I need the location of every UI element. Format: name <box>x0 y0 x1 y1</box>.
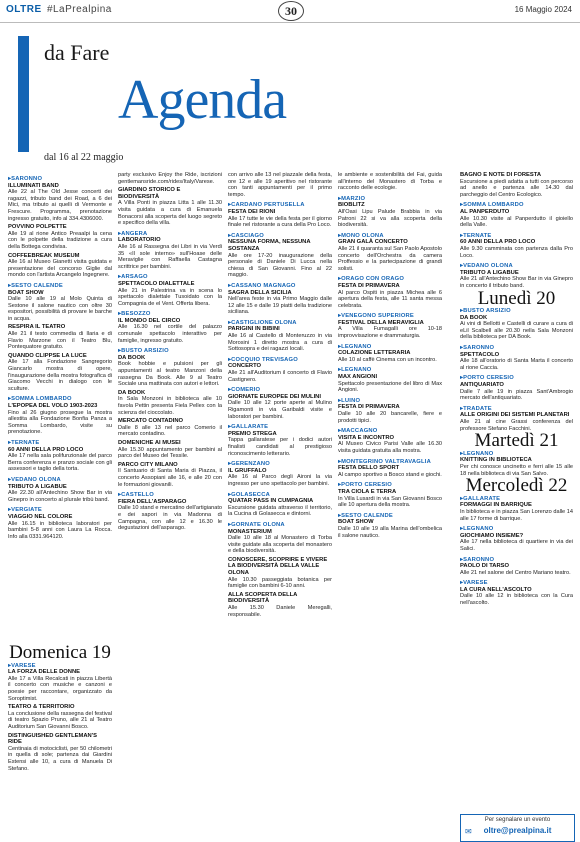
town-name: ▸ SOMMA LOMBARDO <box>8 396 112 403</box>
event-description: Alle 17 a Villa Recalcati in piazza Libertà il concerto con musiche e canzoni e poesie per raccontare, organizzato da Soroptimist. <box>8 675 112 702</box>
event-description: Alle 22 al The Old Jesse concerti dei ragazzi, tributo band dei Road, a 6 dei Mici, ma tributo ai quelli di Vermonte e Frescure. Programma, prenotazione ingresso gratuito, info al 334.4306000. <box>8 189 112 222</box>
event-description: Spettacolo presentazione del libro di Max Angioni. <box>338 380 442 394</box>
top-header <box>0 0 580 23</box>
event-description: Il Santuario di Santa Maria di Piazza, il concerto Assopiani alle 16, e alle 20 con le formazioni giovanili. <box>118 468 222 488</box>
town-name: ▸ CASTIGLIONE OLONA <box>228 320 332 327</box>
sunday-events <box>8 663 112 773</box>
event-description: Fino al 26 giugno prosegue la mostra allestita alla Fondazione Bonfia Panza a Somma Lombardo, visite su prenotazione. <box>8 409 112 436</box>
event-description: Alle 21 in Palestrina va in scena lo spettacolo dialettale Tusoidato con la Compagnia de el Vent. Offerta libera. <box>118 287 222 307</box>
event-title: MERCATO CONTADINO <box>118 418 184 425</box>
event-description: All'Oasi Lipu Palude Brabbia in via Patroni 22 si va alla scoperta della biodiversità. <box>338 208 442 229</box>
event-title: MAX ANGIONI <box>338 374 378 381</box>
town-name: ▸ SESTO CALENDE <box>338 513 442 520</box>
town-name: ▸ VEDANO OLONA <box>460 263 573 270</box>
column-3 <box>228 172 332 834</box>
event-title: GIORNATE EUROPEE DEI MULINI <box>228 393 321 400</box>
event-title: GRAN GALÀ CONCERTO <box>338 239 408 246</box>
town-name: ▸ CASCIAGO <box>228 233 332 240</box>
event-title: NESSUNA FORMA, NESSUNA SOSTANZA <box>228 239 311 252</box>
town-name: ▸ VARESE <box>8 663 112 670</box>
title-accent-bar <box>18 36 29 152</box>
event-description: party esclusivo Enjoy the Ride, iscrizioni gentlemansride.com/rides/Italy/Varese. <box>118 172 222 185</box>
town-name: ▸ VENEGONO SUPERIORE <box>338 313 442 320</box>
event-description: Dalle 8 alle 13 nel parco Comerio il mercato contadino. <box>118 424 222 438</box>
town-name: ▸ VEDANO OLONA <box>8 477 112 484</box>
submit-event-email[interactable]: oltre@prealpina.it <box>483 826 552 835</box>
monday-events <box>460 308 573 432</box>
town-name: ▸ COCQUIO TREVISAGO <box>228 357 332 364</box>
event-title: AL PANPERDUTO <box>460 208 510 215</box>
event-title: QUATAR PASS IN CUMPAGNIA <box>228 498 314 505</box>
town-name: ▸ MACCAGNO <box>338 428 442 435</box>
event-title: IL MONDO DEL CIRCO <box>118 317 181 324</box>
town-name: ▸ VARESE <box>460 580 573 587</box>
column-2 <box>118 172 222 834</box>
event-title: PREMIO STREGA <box>228 430 277 437</box>
town-name: ▸ PORTO CERESIO <box>338 482 442 489</box>
event-title: FESTA DI PRIMAVERA <box>338 404 400 411</box>
event-title: KNITTING IN BIBLIOTECA <box>460 457 532 464</box>
event-description: Alle 17 tutte le vie della festa per il giorno finale nel ristorante a cura della Pro Loco. <box>228 215 332 229</box>
event-title: COLAZIONE LETTERARIA <box>338 350 411 357</box>
event-title: FESTA DELLO SPORT <box>338 465 400 472</box>
town-name: ▸ VERGIATE <box>8 507 112 514</box>
date-range: dal 16 al 22 maggio <box>44 152 124 163</box>
event-title: BIOBLITZ <box>338 202 365 209</box>
event-title: SAGRA DELLA SICILIA <box>228 289 292 296</box>
event-description: Dalle 10 stand e mercatino dell'artigianato e dei sapori in via Madonna di Campagna, con alle 12 e 16.30 le degustazioni dell'asparago. <box>118 505 222 532</box>
event-description: Tappa gallaratese per i dodici autori finalisti candidati al prestigioso riconoscimento letterario. <box>228 437 332 457</box>
town-name: ▸ CASSANO MAGNAGO <box>228 283 332 290</box>
event-title: TRA CIOLA E TERRA <box>338 488 397 495</box>
event-description: Alle 19 al rione Antico Preaalpi la cena con le polpette della tradizione a cura della Bottega condivisa. <box>8 230 112 250</box>
event-description: Al campo sportivo a Bosco stand e giochi. <box>338 471 442 478</box>
event-title: PARCO CITY MILANO <box>118 461 178 468</box>
column-4 <box>338 172 442 834</box>
event-description: Al parco Ospiti in piazza Michea alle 6 apertura della festa, alle 11 santa messa celebrata. <box>338 289 442 309</box>
event-description: In Sala Monzoni in biblioteca alle 10 favola Pettin presenta Fiela Pellex con la scienza del cioccolato. <box>118 396 222 416</box>
brand-tag: #LaPrealpina <box>46 4 112 15</box>
event-description: Alle 15.30 appuntamento per bambini al parco del Museo del Tessile. <box>118 446 222 460</box>
town-name: ▸ SARONNO <box>8 176 112 183</box>
event-description: Dalle 10 alle 19 al Molo Quinta di Sestone il salone nautico con oltre 30 espositori, possibilità di provare le barche in acqua. <box>8 296 112 322</box>
event-description: Alle 10.30 passeggiata botanica per famiglie con bambini 6-10 anni. <box>228 576 332 590</box>
town-name: ▸ BESOZZO <box>118 311 222 318</box>
event-description: Alle ore 17-20 inaugurazione della personale di Daniele Di Lucca nella chiesa di San Giovanni. Fino al 22 maggio. <box>228 252 332 279</box>
town-name: ▸ GORNATE OLONA <box>228 522 332 529</box>
event-description: In biblioteca e in piazza San Lorenzo dalle 14 alle 17 forme di barrique. <box>460 508 573 522</box>
event-description: Alle 17 nella sala polifunzionale del parco Berra conferenza e pranzo sociale con gli assessori e taglio della torta. <box>8 453 112 473</box>
event-description: Dalle 10 alle 20 bancarelle, fiere e prodotti tipici. <box>338 411 442 424</box>
event-description: Alle 15.30 Daniele Meregalli, responsabile. <box>228 605 332 618</box>
town-name: ▸ SOMMA LOMBARDO <box>460 202 573 209</box>
event-title: VISITA E INCONTRO <box>338 434 395 441</box>
town-name: ▸ CASTELLO <box>118 492 222 499</box>
day-heading-wednesday: Mercoledì 22 <box>465 475 568 497</box>
event-description: Dalle 10 alle 19 alla Marina dell'ombelica il salone nautico. <box>338 525 442 539</box>
town-name: ▸ LEGNANO <box>460 451 573 458</box>
event-title: FESTIVAL DELLA MERAVIGLIA <box>338 319 424 326</box>
event-description: Dalle 7 alle 19 in piazza Sant'Ambrogio mercato dell'antiquariato. <box>460 388 573 402</box>
event-description: Alle 10 al caffè Cinema con un incontro. <box>338 356 437 363</box>
event-title: FESTA DEI RIONI <box>228 208 276 215</box>
event-title: COFFEEBREAK MUSEUM <box>8 252 80 259</box>
event-description: Alle 21 il testo commedia di Ilaria e di Flavio Marzone con il Teatro Blu, Pontequatore gratuito. <box>8 331 112 351</box>
event-description: con arrivo alle 13 nel piazzale della festa, ore 12 e alle 19 aperitivo nel ristorante con tanti appuntamenti per il primo tempo. <box>228 172 332 198</box>
town-name: ▸ TERNATE <box>460 233 573 240</box>
event-description: Alle 9.30 camminata con partenza dalla Pro Loco. <box>460 245 573 259</box>
town-name: ▸ MONO OLONA <box>338 233 442 240</box>
town-name: ▸ SESTO CALENDE <box>8 283 112 290</box>
event-description: Ai vini di Bellotti e Castelli di curare a cura di eLil Scalbell alle 20.30 nella Sala Monzoni della biblioteca per DA Book. <box>460 321 573 341</box>
event-description: Book hobbie e pulsioni per gli appuntamenti al teatro Manzoni della rassegna Da Book. Alle 9 al Teatro Sociale una mattinata con autori e lettori. <box>118 361 222 388</box>
column-5-events <box>460 172 573 290</box>
event-description: In Villa Lusardi in via San Giovanni Bosco alle 10 apertura della mostra. <box>338 495 442 509</box>
submit-event-box <box>460 814 575 842</box>
event-description: Dalle 10 alle 18 al Monastero di Torba visite guidate alla scoperta del monastero e della biodiversità. <box>228 535 332 555</box>
event-title: ANTIQUARIATO <box>460 382 504 389</box>
event-title: MONASTERIUM <box>228 528 272 535</box>
event-title: GIOCHIAMO INSIEME? <box>460 532 524 539</box>
town-name: ▸ SARONNO <box>460 345 573 352</box>
event-title: PARIGINI IN BIBINI <box>228 326 280 333</box>
town-name: ▸ GOLASECCA <box>228 492 332 499</box>
event-title: SPETTACOLO <box>460 351 500 358</box>
event-description: Escursione a piedi adatta a tutti con percorso ad anello e partenza alle 14.30 dal parcheggio del Centro Ecologico. <box>460 178 573 198</box>
event-description: Dalle 10 alle 12 in biblioteca con la Cura nell'ascolto. <box>460 593 573 607</box>
event-description: Alle 16 al Museo Gianetti visita guidata e presentazione del concorso Giglie dal mondo con l'artista Arcangelo Ingegnere. <box>8 259 112 279</box>
town-name: ▸ COMERIO <box>228 387 332 394</box>
column-1-lower <box>8 644 112 834</box>
event-title: TEATRO & TERRITORIO <box>8 704 75 711</box>
event-description: Alle 16.15 in biblioteca laboratori per bambini 5-8 anni con Laura La Rocca. Info alla 0331.964120. <box>8 520 112 540</box>
event-title: 60 ANNI DELLA PRO LOCO <box>460 239 536 246</box>
event-title: FESTA DI PRIMAVERA <box>338 282 400 289</box>
day-heading-monday: Lunedì 20 <box>477 287 556 309</box>
town-name: ▸ ARSAGO <box>118 274 222 281</box>
town-name: ▸ CARDANO PERTUSELLA <box>228 202 332 209</box>
event-description: Alle 21 al cine Grassi conferenza del professore Stefano Facchini. <box>460 419 573 432</box>
tuesday-events <box>460 451 573 477</box>
event-title: LA CURA NELL'ASCOLTO <box>460 586 532 593</box>
event-description: Al Museo Civico Parisi Valle alle 16.30 visita guidata gratuita alla mostra. <box>338 441 442 454</box>
brand-logo: OLTRE <box>6 4 42 15</box>
town-name: ▸ TRADATE <box>460 406 573 413</box>
town-name: ▸ SARONNO <box>460 557 573 564</box>
event-title: PAOLO DI TARSO <box>460 563 510 570</box>
town-name: ▸ PORTO CERESIO <box>460 375 573 382</box>
town-name: ▸ LEGNANO <box>338 344 442 351</box>
section-prefix: da Fare <box>44 40 110 65</box>
event-description: Alle 16.30 nel cortile del palazzo comunale spettacolo interattivo per famiglie, ingresso gratuito. <box>118 324 222 344</box>
event-title: TRIBUTO A LIGABUE <box>8 483 67 490</box>
event-description: Alle 21 il quaranta sul San Paolo Apostolo concerto dell'Orchestra da camera Proffessio e la partecipazione di grandi solisti. <box>338 245 442 272</box>
day-heading-sunday: Domenica 19 <box>9 644 111 663</box>
town-name: ▸ MONTEGRINO VALTRAVAGLIA <box>338 459 442 466</box>
town-name: ▸ BUSTO ARSIZIO <box>460 308 573 315</box>
page-title: Agenda <box>118 69 287 131</box>
issue-date: 16 Maggio 2024 <box>514 5 572 14</box>
day-heading-tuesday: Martedì 21 <box>474 430 559 452</box>
event-title: TRIBUTO A LIGABUE <box>460 269 519 276</box>
event-title: CONCERTO <box>228 363 262 370</box>
event-description: Alle 22.30 all'Antechino Show Bar in via Ginepro in concerto al plurale tribù band. <box>8 490 112 503</box>
town-name: ▸ LEGNANO <box>338 367 442 374</box>
column-5 <box>460 172 573 812</box>
event-description: Escursione guidata attraverso il territorio, la Cucina di Golasecca e dintorni. <box>228 504 332 518</box>
event-title: BOAT SHOW <box>338 519 374 526</box>
event-title: DOMENICHE AI MUSEI <box>118 439 181 446</box>
event-description: Per chi conosce uncinetto e ferri alle 15 alle 18 nella biblioteca di via San Salvo. <box>460 463 573 477</box>
event-title: L'EPOPEA DEL VOLO 1903-2023 <box>8 403 98 409</box>
event-description: le ambiente e sostenibilità del Fai, guida all'interno del Monastero di Torba e racconto delle ecologie. <box>338 172 442 192</box>
event-title: LABORATORIO <box>118 237 161 244</box>
event-title: BAGNO E NOTE DI FORESTA <box>460 172 542 178</box>
event-description: Alle 16 al Parco degli Aironi la via ingresso per uno spettacolo per bambini. <box>228 474 332 487</box>
event-title: DA BOOK <box>118 354 146 361</box>
event-title: RESPIRA IL TEATRO <box>8 324 66 331</box>
town-name: ▸ GERENZANO <box>228 461 332 468</box>
event-description: Dalle 10 alle 12 porte aperte al Mulino Rigamonti in via Garibaldi visite e laboratori per bambini. <box>228 400 332 420</box>
event-title: VIAGGIO NEL COLORE <box>8 513 73 520</box>
event-title: POVVINO POLPETTE <box>8 224 67 231</box>
event-description: Alle 21 all'Auditorium il concerto di Flavio Castignero. <box>228 370 332 383</box>
event-description: La conclusione della rassegna del festival di teatro Spazio Pruno, alle 21 al Teatro Auditorium San Giovanni Bosco. <box>8 710 112 730</box>
event-description: Alle 17 nella biblioteca di quartiere in via dei Salici. <box>460 539 573 552</box>
event-description: Alle 16 al Rassegna dei Libri in via Verdi 35 «Il sole interno» sull'Hoase delle Meraviglie con Raffaella Castagna scrittrice per bambini. <box>118 243 222 270</box>
event-description: Alle 17 alla Fondazione Sangregorio Giancarlo mostra di opere, l'inaugurazione della mostra fotografica di Giacomo Vecchi in dialogo con le sculture. <box>8 359 112 392</box>
event-title: 60 ANNI DELLA PRO LOCO <box>8 446 84 453</box>
event-description: A Villa Ponti in piazza Litta 1 alle 11.30 visita guidata a cura di Emanuela Bonacorsi alla scoperta del luogo segreto e specifico della villa. <box>118 200 222 227</box>
event-title: FORMAGGI IN BARRIQUE <box>460 502 532 509</box>
event-title: LA FORZA DELLE DONNE <box>8 669 81 676</box>
submit-event-label: Per segnalare un evento <box>484 817 551 823</box>
town-name: ▸ LEGNANO <box>460 526 573 533</box>
page-number: 30 <box>278 1 304 21</box>
event-title: BOAT SHOW <box>8 289 44 296</box>
town-name: ▸ ANGERA <box>118 231 222 238</box>
event-description: Alle 18 all'oratorio di Santa Marta il concerto al rione Caccia. <box>460 358 573 371</box>
town-name: ▸ BUSTO ARSIZIO <box>118 348 222 355</box>
wednesday-events <box>460 496 573 607</box>
town-name: ▸ ORAGO CON ORAGO <box>338 276 442 283</box>
event-title: GIARDINO STORICO E BIODIVERSITÀ <box>118 187 181 200</box>
event-title: IL GRUFFALO <box>228 467 267 474</box>
event-description: Alle 16 al Castello di Monteruzzo in via Morosini 1 diretto mostra a cura di Sottosopra e dei ragazzi locali. <box>228 333 332 353</box>
event-title: DA BOOK <box>460 314 488 321</box>
event-title: ILLUMINATI BAND <box>8 182 59 189</box>
town-name: ▸ LUINO <box>338 398 442 405</box>
column-1 <box>8 172 112 642</box>
event-title: ALLE ORIGINI DEI SISTEMI PLANETARI <box>460 412 570 419</box>
brand <box>6 4 112 15</box>
event-title: SPETTACOLO DIALETTALE <box>118 280 195 287</box>
town-name: ▸ GALLARATE <box>228 424 332 431</box>
event-title: QUANDO CLIPPSE LA LUCE <box>8 352 87 359</box>
town-name: ▸ MARZIO <box>338 196 442 203</box>
event-title: DA BOOK <box>118 389 146 396</box>
event-description: Alle 21 all'Antechino Show Bar in via Ginepro in concerto il tributo band. <box>460 276 573 289</box>
event-description: Centinaia di motociclisti, per 50 chilometri in quella di sole; partenza dai Giardini Estensi alle 10, a cura di Manuela Di Stefano. <box>8 745 112 772</box>
event-description: Alle 10.30 visite al Panperdutto il gioiello della Valle. <box>460 215 573 229</box>
mail-icon: ✉ <box>465 827 472 836</box>
event-title: CONOSCERE, SCOPRIRE E VIVERE LA BIODIVERSITÀ DELLA VALLE OLONA <box>228 556 328 577</box>
event-title: FIERA DELL'ASPARAGO <box>118 498 187 505</box>
event-description: Nell'area feste in via Primo Maggio dalle 12 alle 15 e dalle 19 piatti della tradizione siciliana. <box>228 296 332 316</box>
event-title: DISTINGUISHED GENTLEMAN'S RIDE <box>8 732 97 746</box>
event-description: Alle 21 nel salone del Centro Mariano teatro. <box>460 569 571 576</box>
event-title: ALLA SCOPERTA DELLA BIODIVERSITÀ <box>228 591 298 605</box>
town-name: ▸ TERNATE <box>8 440 112 447</box>
event-description: A Villa Fumagalli ore 10-18 improvvisazione e drammaturgia. <box>338 326 442 340</box>
town-name: ▸ GALLARATE <box>460 496 573 503</box>
